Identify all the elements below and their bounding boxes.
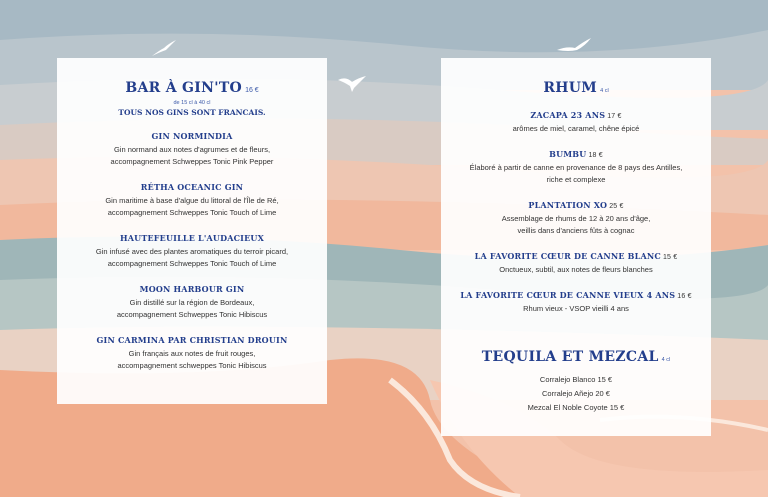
list-item: Corralejo Blanco 15 € xyxy=(539,375,613,384)
rhum-section-title xyxy=(441,80,711,96)
menu-item-desc-line: arômes de miel, caramel, chêne épicé xyxy=(512,124,640,133)
tequila-section-title xyxy=(441,349,711,365)
tequila-title-text: TEQUILA ET MEZCAL xyxy=(481,349,659,365)
menu-item-name-text: BUMBU xyxy=(549,149,587,159)
list-item: Corralejo Añejo 20 € xyxy=(542,389,610,398)
menu-item-desc-line: Gin maritime à base d'algue du littoral de l'Île de Ré, xyxy=(105,196,279,205)
menu-item-description xyxy=(441,213,711,237)
menu-item-desc-line: Gin infusé avec des plantes aromatiques du terroir picard, xyxy=(95,247,289,256)
menu-item xyxy=(441,290,711,315)
menu-item xyxy=(441,200,711,237)
menu-item-price: 15 € xyxy=(662,254,678,261)
gin-volume-note: de 15 cl à 40 cl xyxy=(173,100,211,106)
tequila-list xyxy=(441,373,711,415)
menu-item-desc-line: riche et complexe xyxy=(546,175,606,184)
gin-section-title xyxy=(57,80,327,96)
menu-item-description xyxy=(441,162,711,186)
menu-item xyxy=(57,335,327,372)
gin-title-price: 16 € xyxy=(245,87,259,94)
menu-item-description xyxy=(57,348,327,372)
menu-item-name: MOON HARBOUR GIN xyxy=(139,284,245,294)
menu-item-name xyxy=(441,290,711,300)
gin-subtitle: TOUS NOS GINS SONT FRANCAIS. xyxy=(118,108,266,117)
menu-item-name: GIN NORMINDIA xyxy=(151,131,233,141)
menu-item xyxy=(441,149,711,186)
menu-item-desc-line: Gin français aux notes de fruit rouges, xyxy=(128,349,256,358)
menu-item-desc-line: Assemblage de rhums de 12 à 20 ans d'âge, xyxy=(501,214,651,223)
rhum-title-text: RHUM xyxy=(543,80,598,96)
menu-item-name: GIN CARMINA PAR CHRISTIAN DROUIN xyxy=(96,335,288,345)
seagull-icon xyxy=(150,38,178,58)
menu-item-desc-line: accompagnement Schweppes Tonic Touch of Lime xyxy=(107,208,277,217)
menu-item-name-text: ZACAPA 23 ANS xyxy=(530,110,606,120)
menu-item-description xyxy=(441,123,711,135)
menu-item xyxy=(57,182,327,219)
menu-item-description xyxy=(441,303,711,315)
menu-item-desc-line: Gin distillé sur la région de Bordeaux, xyxy=(129,298,255,307)
menu-item-desc-line: accompagnement schweppes Tonic Hibiscus xyxy=(117,361,267,370)
menu-item-name xyxy=(441,110,711,120)
menu-item-price: 16 € xyxy=(677,293,692,300)
menu-item-name xyxy=(441,251,711,261)
menu-item-name: HAUTEFEUILLE L'AUDACIEUX xyxy=(119,233,264,243)
gin-title-text: BAR À GIN'TO xyxy=(125,80,243,96)
list-item: Mezcal El Noble Coyote 15 € xyxy=(527,403,625,412)
rhum-tequila-menu-card xyxy=(441,58,711,436)
menu-item xyxy=(441,251,711,276)
seagull-icon xyxy=(555,36,593,54)
menu-item-name: RÉTHA OCEANIC GIN xyxy=(140,182,244,192)
menu-item-description xyxy=(441,264,711,276)
tequila-unit: 4 cl xyxy=(661,357,671,363)
seagull-icon xyxy=(336,74,368,94)
menu-item-price: 18 € xyxy=(588,152,603,159)
menu-item-desc-line: accompagnement Schweppes Tonic Hibiscus xyxy=(116,310,268,319)
rhum-unit: 4 cl xyxy=(600,88,609,94)
gin-menu-card xyxy=(57,58,327,404)
menu-item-description xyxy=(57,246,327,270)
menu-item xyxy=(57,284,327,321)
menu-item-desc-line: accompagnement Schweppes Tonic Touch of Lime xyxy=(107,259,277,268)
menu-item xyxy=(57,233,327,270)
menu-item-desc-line: accompagnement Schweppes Tonic Pink Pepper xyxy=(110,157,274,166)
menu-item-price: 17 € xyxy=(607,113,622,120)
menu-item-desc-line: Rhum vieux - VSOP vieilli 4 ans xyxy=(523,304,629,313)
menu-item-desc-line: veillis dans d'anciens fûts à cognac xyxy=(517,226,635,235)
menu-item-name xyxy=(441,149,711,159)
menu-item xyxy=(57,131,327,168)
menu-item-name xyxy=(441,200,711,210)
menu-item-price: 25 € xyxy=(609,203,624,210)
menu-item-desc-line: Élaboré à partir de canne en provenance de 8 pays des Antilles, xyxy=(469,163,683,172)
menu-item-name-text: LA FAVORITE CŒUR DE CANNE VIEUX 4 ANS xyxy=(460,290,676,300)
menu-item-description xyxy=(57,144,327,168)
menu-item-name-text: LA FAVORITE CŒUR DE CANNE BLANC xyxy=(474,251,661,261)
menu-item-desc-line: Gin normand aux notes d'agrumes et de fleurs, xyxy=(113,145,271,154)
menu-item-description xyxy=(57,195,327,219)
menu-item-desc-line: Onctueux, subtil, aux notes de fleurs blanches xyxy=(499,265,653,274)
menu-item-description xyxy=(57,297,327,321)
menu-item xyxy=(441,110,711,135)
menu-item-name-text: PLANTATION XO xyxy=(528,200,608,210)
